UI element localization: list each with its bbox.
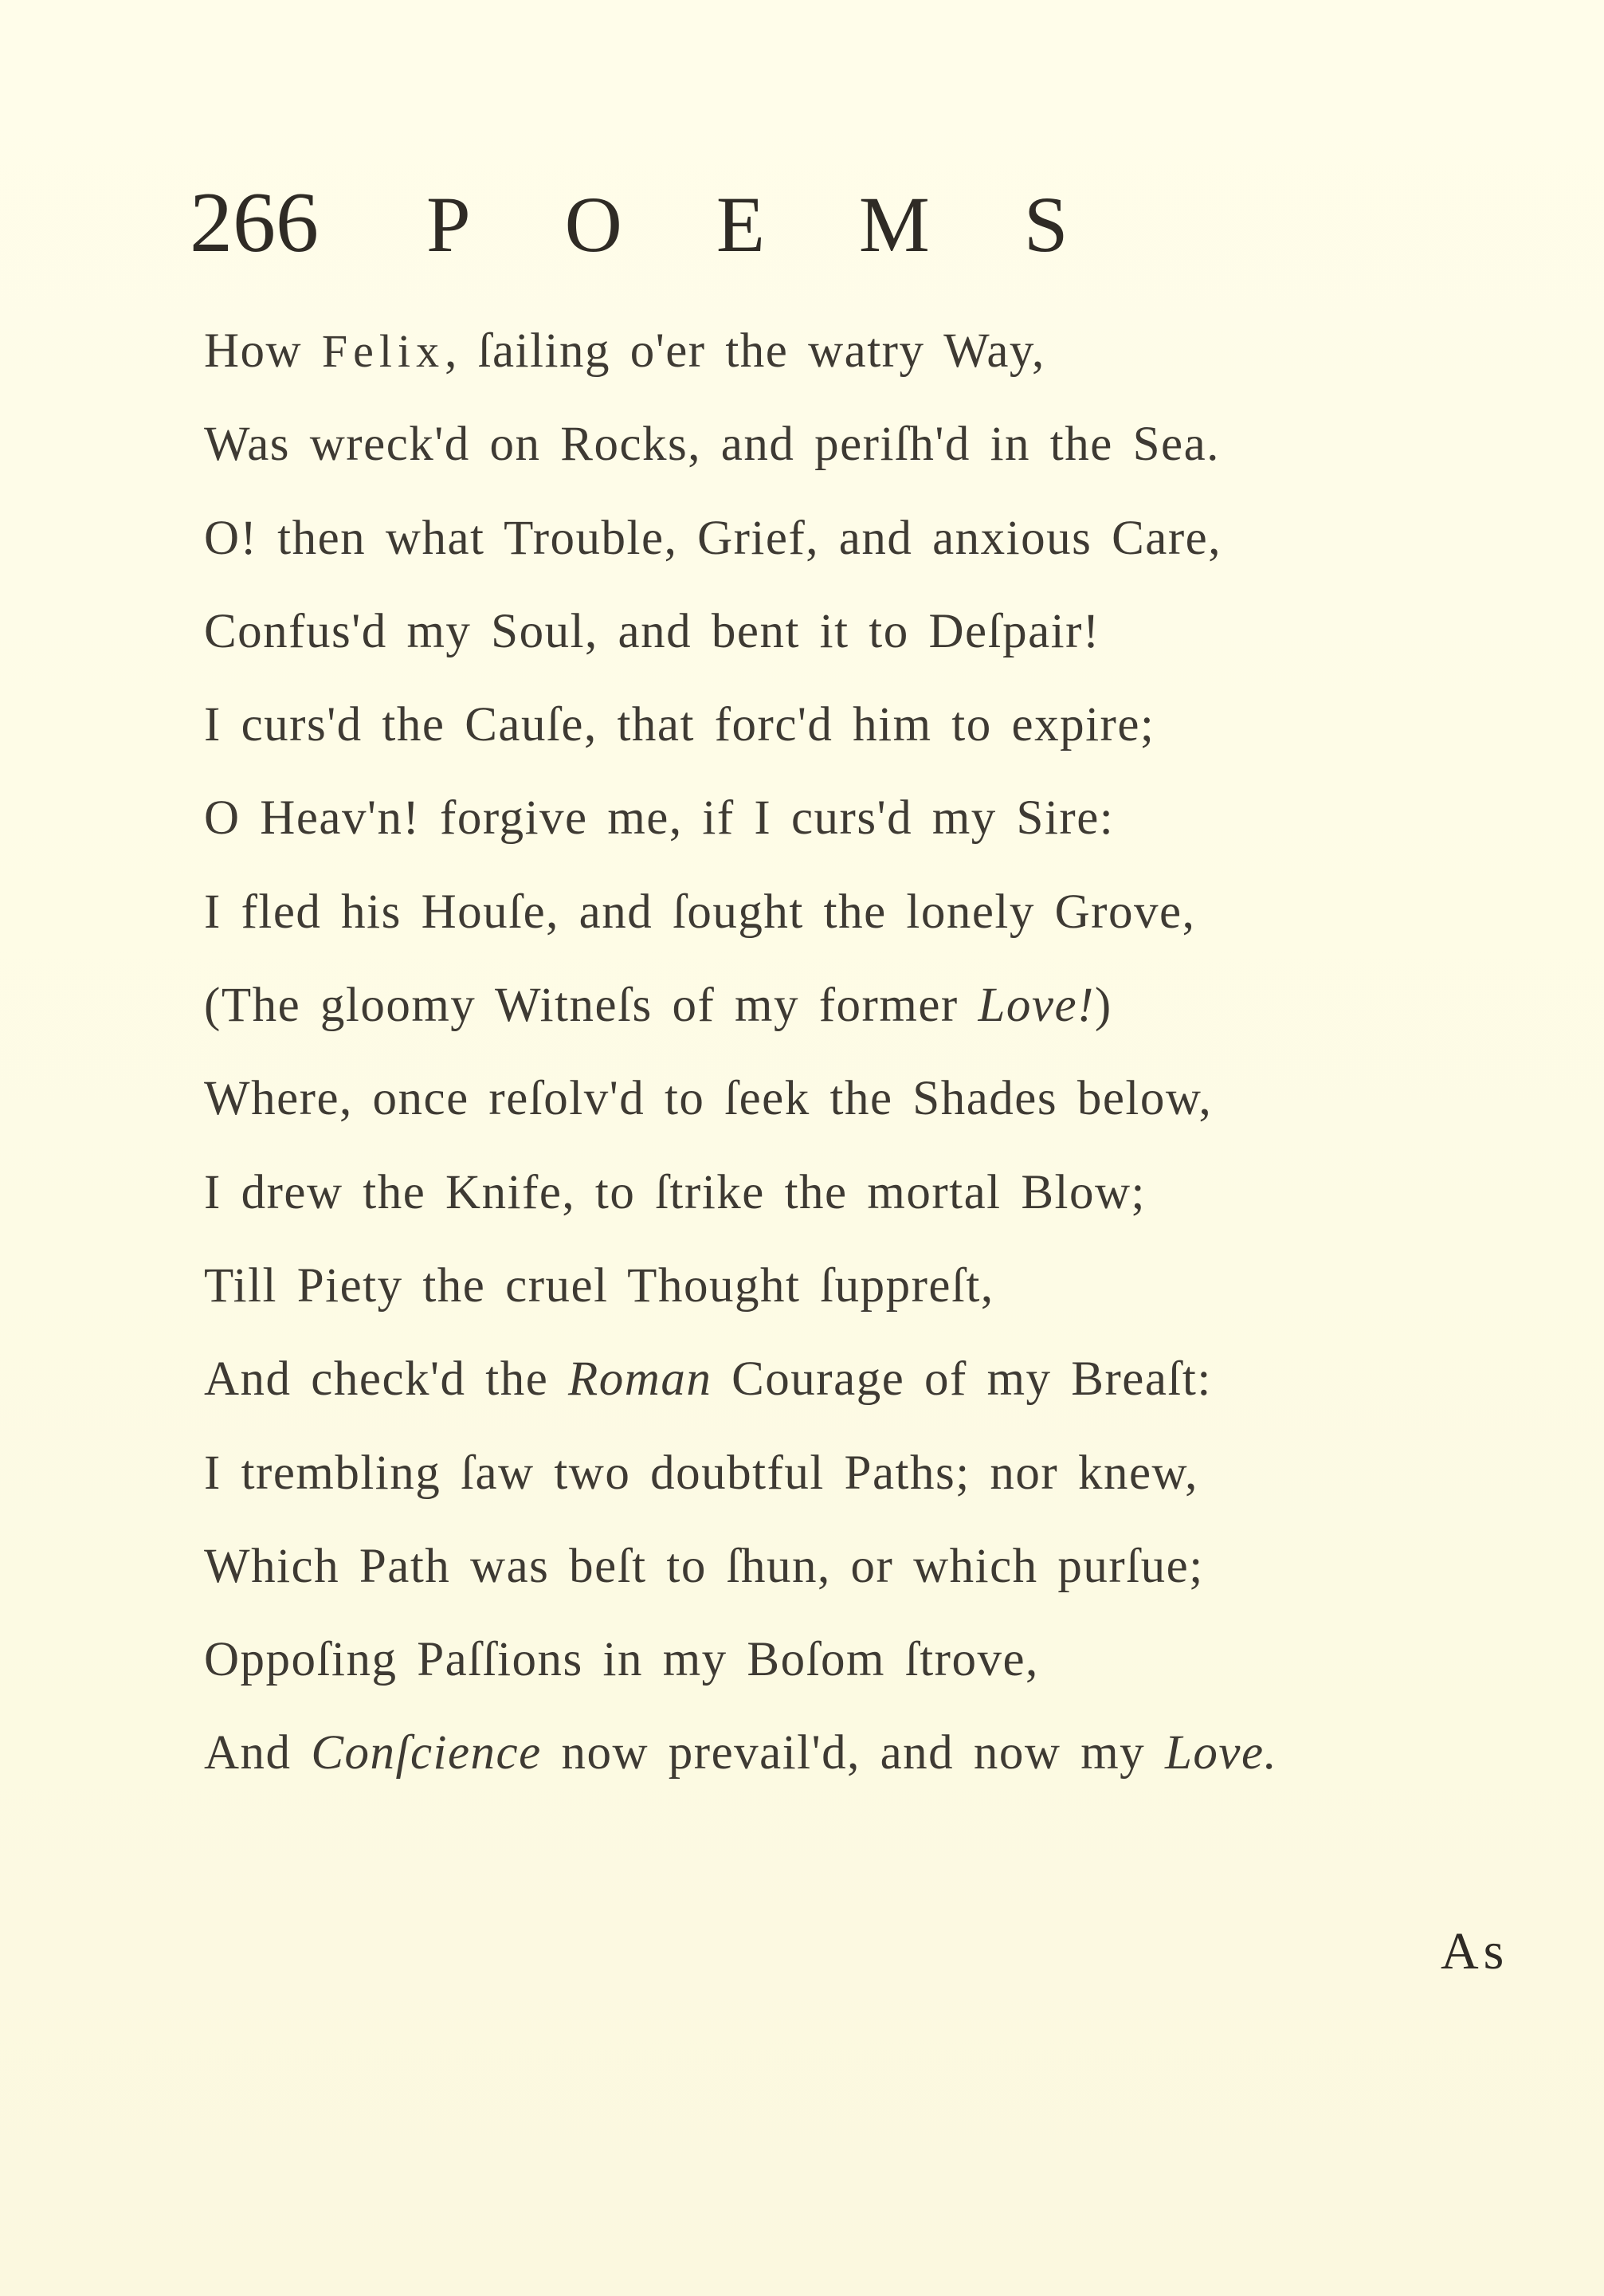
verse-line — [204, 323, 1277, 416]
verse-text-italic: Love! — [978, 979, 1095, 1033]
verse-line — [204, 1258, 1277, 1351]
verse-line — [204, 1445, 1277, 1538]
poem-text — [204, 323, 1277, 1819]
verse-line — [204, 1725, 1277, 1818]
verse-text: How — [204, 324, 322, 378]
verse-text: Which Path was beſt to ſhun, or which purſue; — [204, 1539, 1204, 1593]
verse-text-italic: Roman — [568, 1352, 712, 1407]
verse-line — [204, 1070, 1277, 1164]
verse-text: I drew the Knife, to ſtrike the mortal Blow; — [204, 1165, 1146, 1219]
catchword: As — [1441, 1922, 1509, 1980]
verse-line — [204, 1631, 1277, 1725]
verse-text: I fled his Houſe, and ſought the lonely Grove, — [204, 885, 1196, 939]
verse-line — [204, 977, 1277, 1070]
verse-text: O! then what Trouble, Grief, and anxious Care, — [204, 511, 1222, 565]
page-number: 266 — [190, 175, 319, 270]
verse-line — [204, 1164, 1277, 1258]
verse-text: , ſailing o'er the watry Way, — [445, 324, 1045, 378]
verse-text: Was wreck'd on Rocks, and periſh'd in the Sea. — [204, 418, 1220, 472]
verse-text: Oppoſing Paſſions in my Boſom ſtrove, — [204, 1633, 1039, 1687]
verse-text: Where, once reſolv'd to ſeek the Shades below, — [204, 1072, 1213, 1126]
verse-line — [204, 603, 1277, 697]
verse-line — [204, 697, 1277, 790]
verse-line — [204, 1351, 1277, 1444]
verse-text: I curs'd the Cauſe, that forc'd him to expire; — [204, 698, 1155, 752]
verse-text: O Heav'n! forgive me, if I curs'd my Sire: — [204, 791, 1115, 846]
verse-text-italic: Love. — [1164, 1726, 1278, 1780]
verse-text: now prevail'd, and now my — [541, 1726, 1165, 1780]
verse-text: Courage of my Breaſt: — [712, 1352, 1212, 1407]
verse-text-italic: Conſcience — [311, 1726, 542, 1780]
verse-text: (The gloomy Witneſs of my former — [204, 979, 978, 1033]
verse-text: ) — [1094, 979, 1112, 1033]
verse-line — [204, 1538, 1277, 1631]
running-head: POEMS — [426, 180, 1163, 269]
verse-text: And — [204, 1726, 312, 1780]
verse-text: I trembling ſaw two doubtful Paths; nor knew, — [204, 1446, 1198, 1500]
verse-line — [204, 884, 1277, 977]
verse-text: And check'd the — [204, 1352, 569, 1407]
verse-text-small-caps: Felix — [321, 325, 445, 377]
verse-line — [204, 416, 1277, 509]
verse-text: Till Piety the cruel Thought ſuppreſt, — [204, 1258, 994, 1313]
verse-line — [204, 510, 1277, 603]
verse-text: Confus'd my Soul, and bent it to Deſpair! — [204, 604, 1100, 658]
verse-line — [204, 790, 1277, 883]
